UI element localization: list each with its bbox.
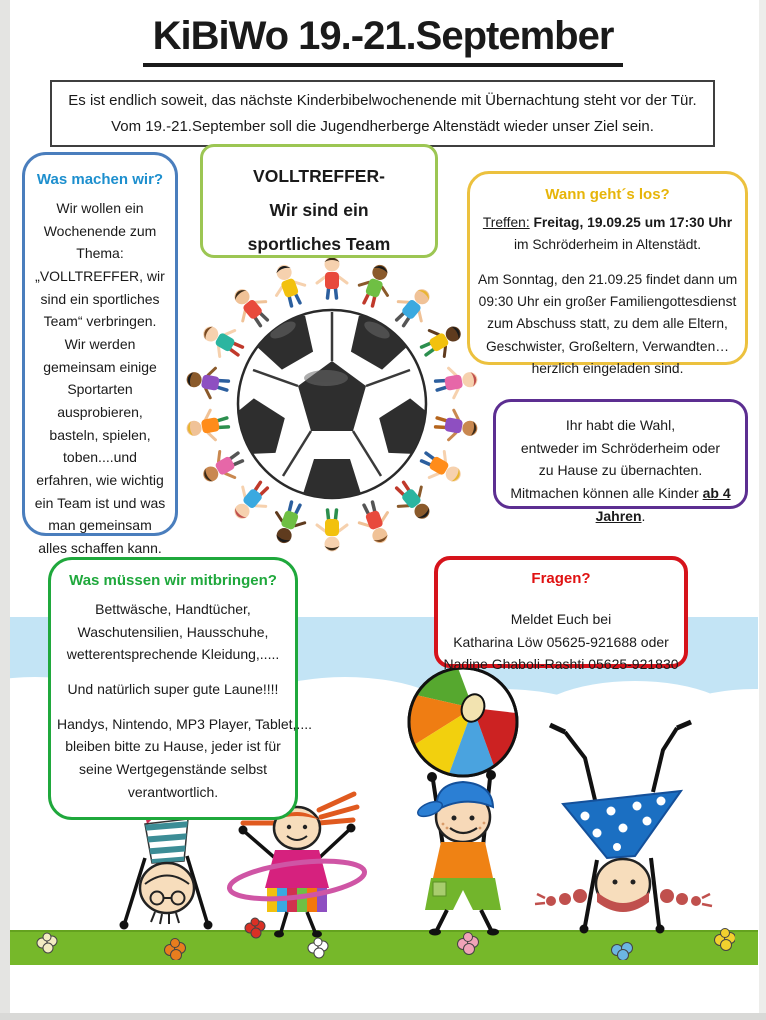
fragen-kontakt	[438, 608, 684, 676]
was-machen-wir-text-line: Team“ verbringen.	[43, 313, 157, 330]
mitbringen-para2-line: Und natürlich super gute Laune!!!!	[67, 681, 279, 698]
was-machen-wir-text-line: gemeinsam einige	[43, 358, 157, 375]
was-machen-wir-text-line: Sportarten	[67, 381, 133, 398]
soccer-ball	[219, 298, 446, 515]
sonntag-paragraph	[470, 269, 745, 381]
wahl-text-line: Ihr habt die Wahl,	[565, 417, 676, 433]
was-machen-wir-text-line: Wir wollen ein	[56, 200, 144, 216]
was-machen-wir-text-line: Wochenende zum	[43, 222, 157, 239]
was-machen-wir-text-line: erfahren, wie wichtig	[36, 472, 164, 489]
sonntag-paragraph-line: 09:30 Uhr ein großer Familiengottesdienst	[478, 294, 737, 310]
kids-around-soccer-ball-illustration	[163, 250, 501, 562]
wahl-text-line: entweder im Schröderheim oder	[520, 439, 721, 456]
handstand-girl	[535, 722, 712, 934]
mitbringen-para3-line: verantwortlich.	[127, 783, 219, 800]
volltreffer-box	[200, 144, 438, 258]
wahl-alter-line	[496, 482, 745, 527]
sonntag-paragraph-line: Am Sonntag, den 21.09.25 findet dann um	[478, 271, 738, 287]
sonntag-paragraph-line: Geschwister, Großeltern, Verwandten…	[485, 338, 730, 354]
page-title-text: KiBiWo 19.-21.September	[143, 14, 624, 67]
fragen-kontakt-line: Nadine Ghaboli-Rashti 05625-921830	[443, 656, 679, 673]
wahl-text	[496, 414, 745, 482]
volltreffer-box-line: sportliches Team	[247, 234, 391, 255]
mitbringen-para1-line: Bettwäsche, Handtücher,	[95, 601, 251, 617]
fragen-kontakt-line: Meldet Euch bei	[510, 611, 612, 627]
wahl-text-line: zu Hause zu übernachten.	[538, 462, 703, 479]
was-machen-wir-text-line: Wir werden	[64, 336, 136, 353]
scan-edge-left	[0, 0, 10, 1020]
wahl-alter-prefix: Mitmachen können alle Kinder	[510, 485, 703, 502]
was-machen-wir-text-line: toben....und	[63, 449, 137, 466]
mitbringen-para3-line: seine Wertgegenstände selbst	[78, 761, 268, 778]
beachball-boy	[409, 668, 517, 936]
wann-gehts-los-heading: Wann geht´s los?	[545, 186, 670, 203]
wann-gehts-los-box	[467, 171, 748, 377]
mitbringen-para3-line: bleiben bitte zu Hause, jeder ist für	[65, 738, 281, 755]
was-machen-wir-text-line: basteln, spielen,	[49, 426, 151, 443]
was-machen-wir-text-line: alles schaffen kann.	[38, 540, 162, 557]
intro-box	[50, 80, 715, 147]
page-title	[0, 14, 766, 67]
was-machen-wir-text-line: ausprobieren,	[57, 404, 143, 421]
wahl-alter-bold: ab 4 Jahren	[595, 485, 731, 524]
fragen-box	[434, 556, 688, 673]
mitbringen-para1-line: Waschutensilien, Hausschuhe,	[77, 623, 269, 640]
was-machen-wir-box	[22, 152, 178, 557]
was-machen-wir-text-line: man gemeinsam	[48, 517, 152, 534]
was-machen-wir-text-line: „VOLLTREFFER, wir	[35, 268, 165, 285]
mitbringen-para2	[57, 678, 289, 701]
intro-box-line: Vom 19.-21.September soll die Jugendherberge Altenstädt wieder unser Ziel sein.	[111, 117, 654, 135]
fragen-heading: Fragen?	[531, 570, 591, 587]
sonntag-paragraph-line: zum Abschuss statt, zu dem alle Eltern,	[487, 316, 728, 332]
scan-edge-right	[759, 0, 766, 1020]
mitbringen-box	[48, 557, 312, 820]
was-machen-wir-text	[25, 197, 175, 560]
intro-box-line: Es ist endlich soweit, das nächste Kinderbibelwochenende mit Übernachtung steht vor der Tür.	[68, 92, 697, 109]
volltreffer-box-line: Wir sind ein	[269, 200, 369, 221]
was-machen-wir-text-line: Thema:	[76, 245, 124, 262]
fragen-kontakt-line: Katharina Löw 05625-921688 oder	[453, 633, 669, 650]
beach-ball	[409, 668, 517, 776]
wahl-alter-suffix: .	[641, 507, 646, 524]
treffen-line	[470, 212, 745, 257]
mitbringen-para1-line: wetterentsprechende Kleidung,.....	[66, 646, 280, 663]
was-machen-wir-text-line: sind ein sportliches	[40, 290, 160, 307]
treffen-label: Treffen:	[482, 215, 530, 230]
sonntag-paragraph-line: herzlich eingeladen sind.	[531, 361, 684, 377]
scan-edge-bottom	[0, 1013, 766, 1020]
treffen-place: im Schröderheim in Altenstädt.	[513, 237, 702, 253]
grass-flowers	[37, 918, 735, 960]
mitbringen-heading: Was müssen wir mitbringen?	[69, 572, 277, 589]
treffen-datetime: Freitag, 19.09.25 um 17:30 Uhr	[529, 215, 733, 230]
volltreffer-box-line: VOLLTREFFER-	[253, 166, 385, 186]
uebernachtung-wahl-box	[493, 399, 748, 524]
mitbringen-para3	[57, 713, 312, 804]
was-machen-wir-text-line: ein Team ist und was	[34, 494, 166, 511]
was-machen-wir-heading: Was machen wir?	[36, 171, 164, 188]
mitbringen-para1	[57, 598, 289, 666]
mitbringen-para3-line: Handys, Nintendo, MP3 Player, Tablet,....	[57, 715, 312, 732]
